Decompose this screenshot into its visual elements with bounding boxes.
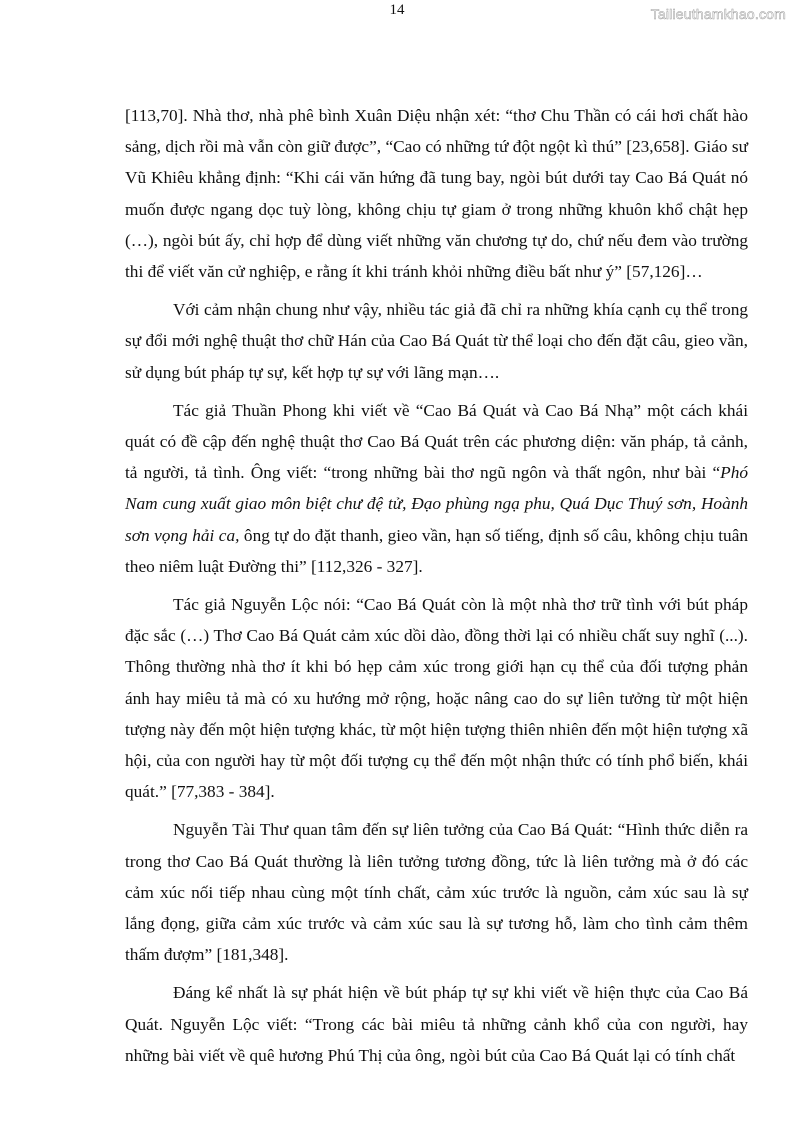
paragraph-2: Với cảm nhận chung như vậy, nhiều tác giả đã chỉ ra những khía cạnh cụ thể trong sự đổi mới nghệ thuật thơ chữ Hán của Cao Bá Quát từ thể loại cho đến đặt câu, gieo vần, sử dụng bút pháp tự sự, kết hợp tự sự với lãng mạn….	[125, 300, 748, 382]
paragraph-3: Tác giả Thuần Phong khi viết về “Cao Bá Quát và Cao Bá Nhạ” một cách khái quát có đề cập đến nghệ thuật thơ Cao Bá Quát trên các phương diện: văn pháp, tả cảnh, tả người, tả tình. Ông viết: “trong những bài thơ ngũ ngôn và thất ngôn, như bài “Phó Nam cung xuất giao môn biệt chư đệ tử, Đạo phùng ngạ phu, Quá Dục Thuý sơn, Hoành sơn vọng hải ca, ông tự do đặt thanh, gieo vần, hạn số tiếng, định số câu, không chịu tuân theo niêm luật Đường thi” [112,326 - 327].	[125, 400, 749, 576]
page-number: 14	[389, 2, 405, 18]
paragraph-6: Đáng kể nhất là sự phát hiện về bút pháp tự sự khi viết về hiện thực của Cao Bá Quát. Nguyễn Lộc viết: “Trong các bài miêu tả những cảnh khổ của con người, hay những bài viết về quê hương Phú Thị của ông, ngòi bút của Cao Bá Quát lại có tính chất	[125, 983, 748, 1065]
watermark: Tailieuthamkhao.com	[650, 6, 786, 22]
paragraph-4: Tác giả Nguyễn Lộc nói: “Cao Bá Quát còn là một nhà thơ trữ tình với bút pháp đặc sắc (…) Thơ Cao Bá Quát cảm xúc dồi dào, đồng thời lại có nhiều chất suy nghĩ (...). Thông thường nhà thơ ít khi bó hẹp cảm xúc trong giới hạn cụ thể của đối tượng phản ánh hay miêu tả mà có xu hướng mở rộng, hoặc nâng cao do sự liên tưởng từ một hiện tượng này đến một hiện tượng khác, từ một hiện tượng thiên nhiên đến một hiện tượng xã hội, của con người hay từ một đối tượng cụ thể đến một nhận thức có tính phổ biến, khái quát.” [77,383 - 384].	[125, 595, 748, 802]
document-body	[125, 100, 748, 1078]
poem-titles: Phó Nam cung xuất giao môn biệt chư đệ tử, Đạo phùng ngạ phu, Quá Dục Thuý sơn, Hoành sơn vọng hải ca,	[125, 463, 748, 545]
paragraph-5: Nguyễn Tài Thư quan tâm đến sự liên tưởng của Cao Bá Quát: “Hình thức diễn ra trong thơ Cao Bá Quát thường là liên tưởng tương đồng, tức là liên tưởng mà ở đó các cảm xúc nối tiếp nhau cùng một tính chất, cảm xúc trước là nguồn, cảm xúc sau là sự lắng đọng, giữa cảm xúc trước và cảm xúc sau là sự tương hỗ, làm cho tình cảm thêm thấm đượm” [181,348].	[125, 820, 748, 965]
paragraph-1: [113,70]. Nhà thơ, nhà phê bình Xuân Diệu nhận xét: “thơ Chu Thần có cái hơi chất hào sảng, dịch rồi mà vẫn còn giữ được”, “Cao có những tứ đột ngột kì thú” [23,658]. Giáo sư Vũ Khiêu khẳng định: “Khi cái văn hứng đã tung bay, ngòi bút dưới tay Cao Bá Quát nó muốn được ngang dọc tuỳ lòng, không chịu tự giam ở trong những khuôn khổ chật hẹp (…), ngòi bút ấy, chỉ hợp để dùng viết những văn chương tự do, chứ nếu đem vào trường thi để viết văn cử nghiệp, e rằng ít khi tránh khỏi những điều bất như ý” [57,126]…	[125, 106, 748, 282]
